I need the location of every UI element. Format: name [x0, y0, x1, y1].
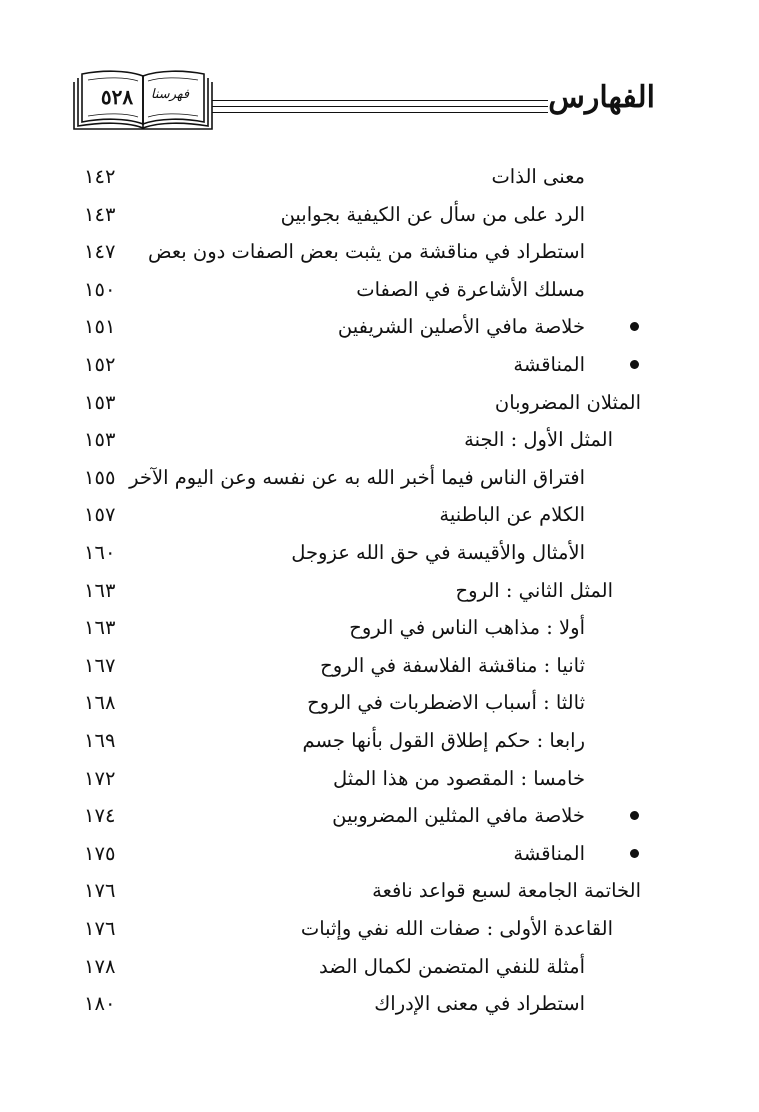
page-title: الفهارس	[548, 80, 655, 115]
bullet-icon	[630, 811, 639, 820]
toc-entry	[0, 797, 759, 835]
toc-entry	[0, 308, 759, 346]
toc-entry	[0, 835, 759, 873]
toc-entry-page: ١٦٨	[84, 691, 116, 715]
toc-entry-page: ١٥١	[84, 315, 116, 339]
toc-entry-page: ١٦٩	[84, 729, 116, 752]
toc-entry-title: افتراق الناس فيما أخبر الله به عن نفسه وعن اليوم الآخر	[129, 465, 585, 489]
bullet-icon	[630, 322, 639, 331]
toc-entry-title: أولا : مذاهب الناس في الروح	[349, 616, 585, 640]
toc-entry	[0, 459, 759, 497]
header-rule	[212, 112, 548, 113]
toc-entry	[0, 609, 759, 647]
toc-entry	[0, 872, 759, 910]
toc-entry	[0, 233, 759, 271]
toc-entry-title: المثلان المضروبان	[494, 390, 641, 414]
toc-entry-page: ١٧٤	[84, 804, 116, 828]
toc-entry	[0, 572, 759, 610]
toc-entry-title: استطراد في مناقشة من يثبت بعض الصفات دون بعض	[147, 240, 585, 264]
toc-entry-page: ١٤٧	[84, 240, 116, 264]
toc-entry	[0, 722, 759, 760]
toc-entry-title: المناقشة	[513, 353, 585, 376]
toc-entry-title: ثالثا : أسباب الاضطربات في الروح	[307, 691, 585, 715]
toc-entry-title: القاعدة الأولى : صفات الله نفي وإثبات	[300, 917, 613, 940]
toc-entry	[0, 158, 759, 196]
toc-entry	[0, 948, 759, 986]
toc-entry-title: المناقشة	[513, 841, 585, 865]
toc-entry	[0, 534, 759, 572]
toc-entry	[0, 647, 759, 685]
toc-entry	[0, 985, 759, 1023]
toc-entry	[0, 346, 759, 384]
toc-entry-title: خلاصة مافي المثلين المضروبين	[332, 804, 585, 828]
toc-entry-page: ١٦٧	[84, 653, 116, 677]
toc-entry-title: خلاصة مافي الأصلين الشريفين	[337, 315, 585, 339]
toc-entry-page: ١٦٠	[84, 541, 116, 564]
toc-entry-page: ١٦٣	[84, 616, 116, 640]
toc-entry	[0, 910, 759, 948]
page-number: ٥٢٨	[100, 85, 134, 109]
toc-entry-page: ١٥٠	[84, 277, 116, 301]
toc-entry-title: مسلك الأشاعرة في الصفات	[356, 277, 585, 301]
toc-entry	[0, 384, 759, 422]
toc-entry-page: ١٧٦	[84, 879, 116, 903]
toc-entry-page: ١٧٥	[84, 841, 116, 865]
toc-entry-title: الكلام عن الباطنية	[439, 503, 585, 527]
toc-entry-title: خامسا : المقصود من هذا المثل	[332, 766, 585, 790]
header-rule	[212, 106, 548, 107]
toc-entry-title: معنى الذات	[491, 165, 585, 188]
toc-entry-page: ١٨٠	[84, 992, 116, 1016]
toc-entry-title: المثل الثاني : الروح	[455, 578, 613, 602]
bullet-icon	[630, 360, 639, 369]
badge-label: فهرسنا	[150, 87, 190, 102]
toc-entry-page: ١٧٢	[84, 766, 116, 790]
toc-entry-page: ١٧٨	[84, 954, 116, 978]
toc-entry-title: رابعا : حكم إطلاق القول بأنها جسم	[302, 729, 585, 752]
toc-entry-page: ١٥٣	[84, 390, 116, 414]
toc-entry	[0, 684, 759, 722]
page-header	[0, 0, 759, 150]
toc-entry-title: الرد على من سأل عن الكيفية بجوابين	[280, 202, 585, 226]
toc-entry	[0, 196, 759, 234]
toc-entry	[0, 760, 759, 798]
toc-entry	[0, 496, 759, 534]
toc-entry-page: ١٦٣	[84, 578, 116, 602]
toc-entry-page: ١٥٣	[84, 428, 116, 452]
toc-entry-page: ١٥٥	[84, 465, 116, 489]
toc-entry-title: أمثلة للنفي المتضمن لكمال الضد	[319, 954, 585, 978]
toc-entry-page: ١٤٢	[84, 165, 116, 188]
toc-entry	[0, 421, 759, 459]
toc-entry-title: المثل الأول : الجنة	[464, 428, 613, 452]
header-rule	[212, 100, 548, 101]
toc-entry-page: ١٧٦	[84, 917, 116, 940]
toc-entry-page: ١٥٧	[84, 503, 116, 527]
toc-entry	[0, 271, 759, 309]
toc-entry-title: ثانيا : مناقشة الفلاسفة في الروح	[320, 653, 585, 677]
toc-entry-title: استطراد في معنى الإدراك	[374, 992, 585, 1016]
toc-entry-title: الأمثال والأقيسة في حق الله عزوجل	[291, 541, 585, 564]
toc-entry-title: الخاتمة الجامعة لسبع قواعد نافعة	[372, 879, 641, 903]
bullet-icon	[630, 849, 639, 858]
toc-entry-page: ١٤٣	[84, 202, 116, 226]
toc-entry-page: ١٥٢	[84, 353, 116, 376]
